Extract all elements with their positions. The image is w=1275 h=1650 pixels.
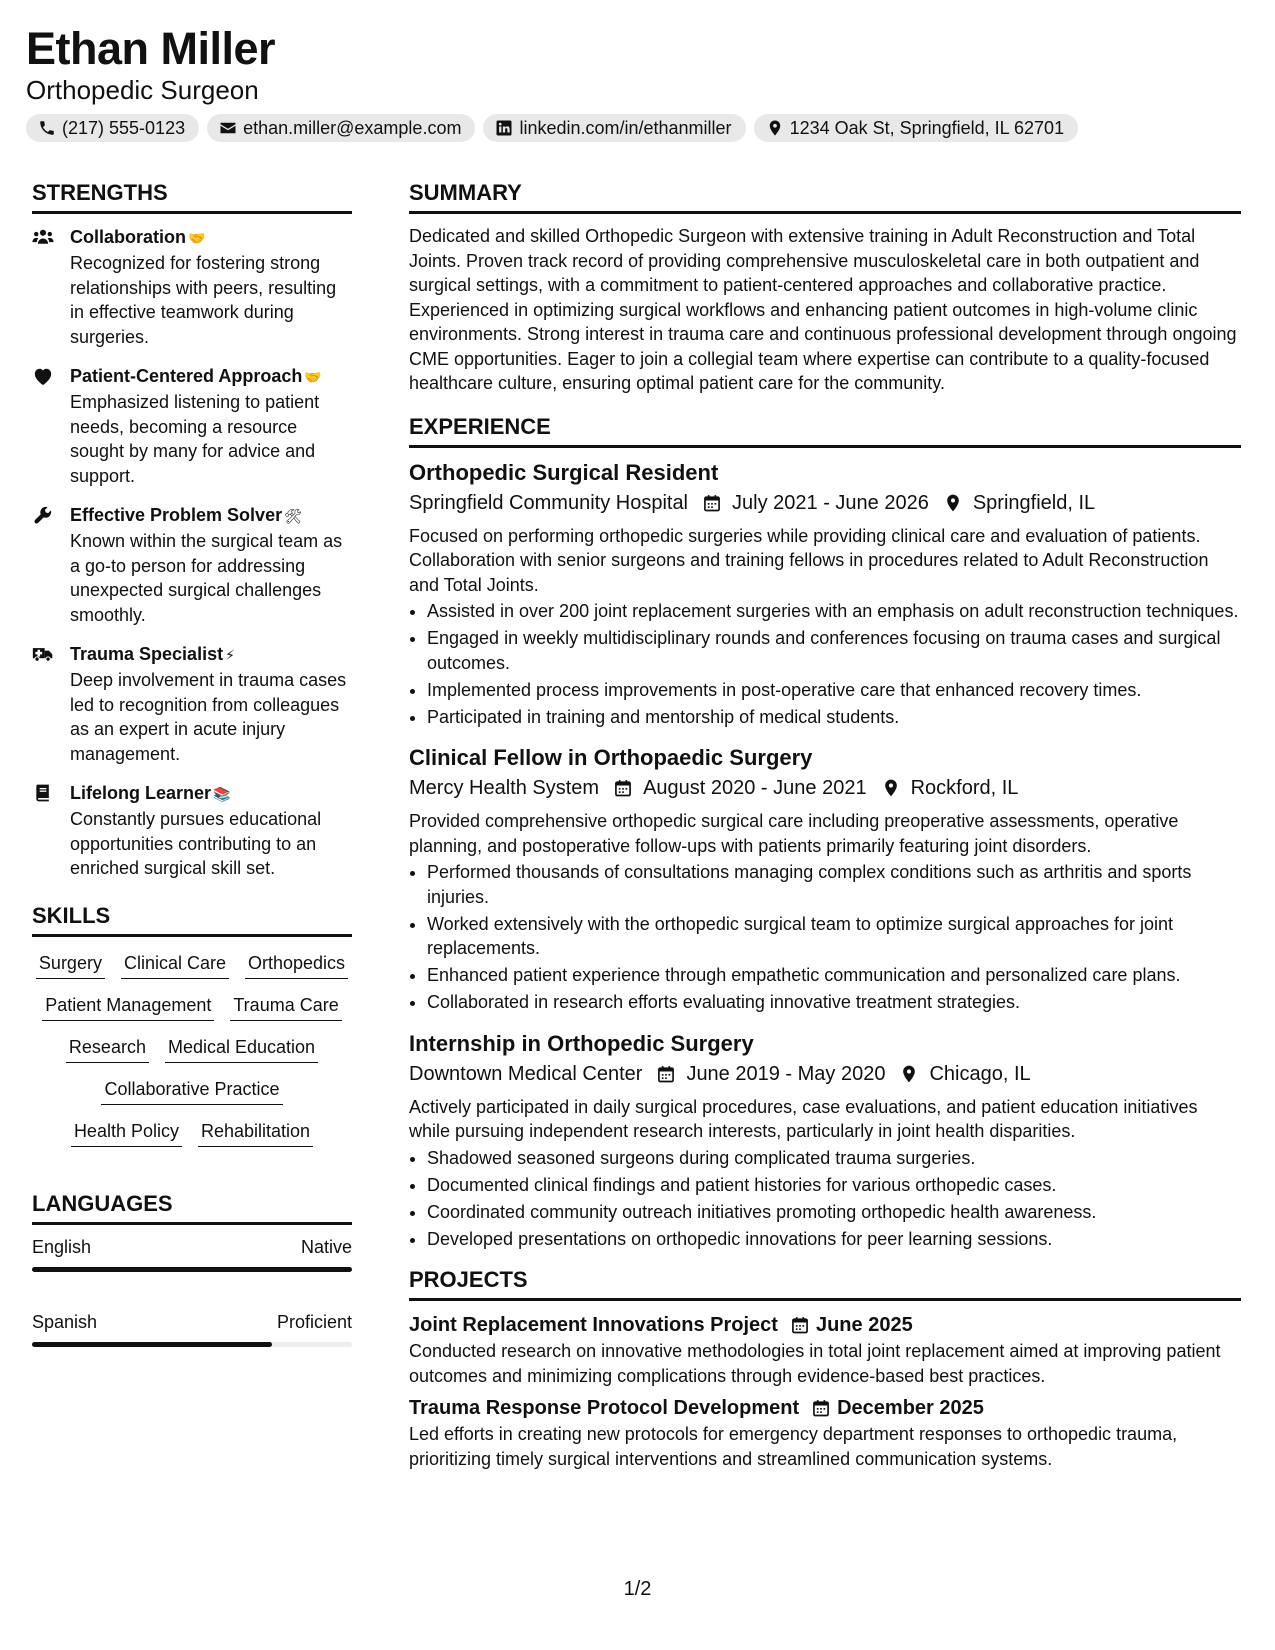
- linkedin-icon: [495, 119, 513, 137]
- projects-heading: PROJECTS: [409, 1265, 1241, 1301]
- strength-title: Collaboration: [70, 227, 186, 247]
- strength-item: [32, 641, 352, 766]
- map-pin-icon: [881, 778, 901, 798]
- skill-tag: Patient Management: [42, 993, 214, 1021]
- project-title: Joint Replacement Innovations Project: [409, 1314, 778, 1336]
- project-description: Conducted research on innovative methodologies in total joint replacement aimed at improving patient outcomes and minimizing complications through evidence-based best practices.: [409, 1341, 1221, 1386]
- contact-phone-text: (217) 555-0123: [62, 117, 186, 138]
- language-level: Native: [300, 1236, 352, 1257]
- skill-tag: Clinical Care: [121, 951, 229, 979]
- job-bullets: [409, 1146, 1241, 1252]
- contact-bar: [26, 114, 1078, 142]
- job-dates: June 2019 - May 2020: [686, 1062, 886, 1085]
- skill-tag: Health Policy: [71, 1119, 182, 1147]
- calendar-icon: [702, 493, 722, 513]
- strength-desc: Known within the surgical team as a go-to person for addressing unexpected surgical challenges smoothly.: [70, 531, 343, 625]
- strength-item: [32, 502, 352, 627]
- job-bullet: • Performed thousands of consultations managing complex conditions such as arthritis and sports injuries.: [427, 860, 1241, 909]
- candidate-name: Ethan Miller: [26, 23, 276, 74]
- strengths-heading: STRENGTHS: [32, 178, 352, 214]
- strength-desc: Constantly pursues educational opportunities contributing to an enriched surgical skill set.: [70, 809, 322, 878]
- contact-email[interactable]: [207, 114, 475, 142]
- language-level: Proficient: [276, 1311, 352, 1332]
- skill-tag: Collaborative Practice: [101, 1077, 282, 1105]
- job-org: Springfield Community Hospital: [409, 491, 689, 514]
- candidate-title: Orthopedic Surgeon: [26, 75, 259, 105]
- job-bullet: • Implemented process improvements in post-operative care that enhanced recovery times.: [427, 678, 1241, 703]
- skill-tag: Research: [66, 1035, 149, 1063]
- job-bullet: • Participated in training and mentorship of medical students.: [427, 705, 1241, 730]
- job-bullet: • Worked extensively with the orthopedic surgical team to optimize surgical approaches for joint replacements.: [427, 912, 1241, 961]
- job-bullets: [409, 599, 1241, 729]
- job-title: Clinical Fellow in Orthopaedic Surgery: [409, 745, 813, 770]
- job-bullet: • Engaged in weekly multidisciplinary rounds and conferences focusing on trauma cases and surgical outcomes.: [427, 626, 1241, 675]
- contact-address-text: 1234 Oak St, Springfield, IL 62701: [789, 117, 1065, 138]
- calendar-icon: [811, 1398, 831, 1418]
- skills-heading: SKILLS: [32, 901, 352, 937]
- strength-title: Effective Problem Solver: [70, 505, 283, 525]
- job-bullet: • Developed presentations on orthopedic innovations for peer learning sessions.: [427, 1227, 1241, 1252]
- job-description: Focused on performing orthopedic surgeries while providing clinical care and evaluation of patients. Collaboration with senior surgeons and training fellows in procedures related to Adult Reconstruction and Total Joints.: [409, 525, 1209, 595]
- job-bullet: • Shadowed seasoned surgeons during complicated trauma surgeries.: [427, 1146, 1241, 1171]
- contact-address[interactable]: [754, 114, 1079, 142]
- strength-desc: Deep involvement in trauma cases led to recognition from colleagues as an expert in acute injury management.: [70, 670, 347, 764]
- skill-tag: Medical Education: [165, 1035, 318, 1063]
- language-proficiency-fill: [32, 1267, 352, 1272]
- job-dates: July 2021 - June 2026: [732, 491, 929, 514]
- strength-title: Patient-Centered Approach: [70, 366, 303, 386]
- project-entry: [409, 1394, 1241, 1471]
- users-icon: [32, 227, 54, 247]
- heart-icon: [32, 366, 54, 386]
- strength-emoji: 🤝: [188, 230, 206, 246]
- ambulance-icon: [32, 644, 54, 664]
- calendar-icon: [656, 1064, 676, 1084]
- project-entry: [409, 1311, 1241, 1388]
- contact-email-text: ethan.miller@example.com: [243, 117, 462, 138]
- strength-item: [32, 363, 352, 488]
- strength-emoji: 📚: [213, 786, 231, 802]
- calendar-icon: [613, 778, 633, 798]
- strength-item: [32, 224, 352, 349]
- strength-title: Trauma Specialist: [70, 644, 224, 664]
- languages-heading: LANGUAGES: [32, 1189, 352, 1225]
- strength-emoji: ⚡: [225, 647, 235, 663]
- summary-heading: SUMMARY: [409, 178, 1241, 214]
- job-bullet: • Collaborated in research efforts evaluating innovative treatment strategies.: [427, 990, 1241, 1015]
- right-column: [409, 178, 1241, 1477]
- book-icon: [32, 783, 54, 803]
- strength-emoji: 🤝: [304, 369, 322, 385]
- job-bullet: • Coordinated community outreach initiatives promoting orthopedic health awareness.: [427, 1200, 1241, 1225]
- job-org: Mercy Health System: [409, 777, 600, 799]
- strength-emoji: 🛠: [284, 508, 302, 524]
- left-column: [32, 178, 352, 1347]
- job-entry: [409, 458, 1241, 730]
- phone-icon: [38, 119, 56, 137]
- page-number: 1/2: [623, 1578, 652, 1600]
- language-name: Spanish: [32, 1311, 98, 1332]
- wrench-icon: [32, 505, 54, 525]
- strength-item: [32, 780, 352, 881]
- job-title: Internship in Orthopedic Surgery: [409, 1030, 754, 1056]
- language-name: English: [32, 1236, 92, 1257]
- envelope-icon: [219, 119, 237, 137]
- job-org: Downtown Medical Center: [409, 1062, 643, 1085]
- map-pin-icon: [943, 493, 963, 513]
- experience-heading: EXPERIENCE: [409, 412, 1241, 448]
- job-description: Actively participated in daily surgical procedures, case evaluations, and patient education initiatives while pursuing independent research interests, particularly in joint health disparities.: [409, 1096, 1198, 1141]
- calendar-icon: [790, 1315, 810, 1335]
- job-location: Springfield, IL: [972, 491, 1096, 514]
- skill-tag: Rehabilitation: [198, 1119, 313, 1147]
- map-pin-icon: [766, 119, 784, 137]
- skill-tag: Orthopedics: [245, 951, 348, 979]
- skills-list: [32, 947, 352, 1147]
- job-bullet: • Documented clinical findings and patient histories for various orthopedic cases.: [427, 1173, 1241, 1198]
- skill-tag: Trauma Care: [230, 993, 341, 1021]
- job-title: Orthopedic Surgical Resident: [409, 459, 719, 485]
- skill-tag: Surgery: [36, 951, 105, 979]
- contact-phone[interactable]: [26, 114, 199, 142]
- project-date: December 2025: [837, 1397, 984, 1419]
- job-bullet: • Enhanced patient experience through empathetic communication and personalized care plans.: [427, 963, 1241, 988]
- job-dates: August 2020 - June 2021: [643, 777, 867, 799]
- contact-linkedin-text: linkedin.com/in/ethanmiller: [519, 117, 732, 138]
- project-date: June 2025: [815, 1314, 913, 1336]
- project-description: Led efforts in creating new protocols for emergency department responses to orthopedic trauma, prioritizing timely surgical interventions and streamlined communication systems.: [409, 1424, 1178, 1469]
- language-proficiency-bar: [32, 1342, 352, 1347]
- job-bullets: [409, 860, 1241, 1015]
- contact-linkedin[interactable]: [483, 114, 745, 142]
- language-proficiency-fill: [32, 1342, 272, 1347]
- job-entry: [409, 743, 1241, 1015]
- job-location: Rockford, IL: [910, 777, 1019, 799]
- strength-desc: Emphasized listening to patient needs, becoming a resource sought by many for advice and support.: [70, 392, 320, 486]
- map-pin-icon: [899, 1064, 919, 1084]
- job-bullet: • Assisted in over 200 joint replacement surgeries with an emphasis on adult reconstruction techniques.: [427, 599, 1241, 624]
- job-location: Chicago, IL: [929, 1062, 1031, 1085]
- strength-desc: Recognized for fostering strong relationships with peers, resulting in effective teamwork during surgeries.: [70, 253, 337, 347]
- job-description: Provided comprehensive orthopedic surgical care including preoperative assessments, operative planning, and postoperative follow-ups with patients primarily featuring joint disorders.: [409, 811, 1179, 856]
- job-entry: [409, 1029, 1241, 1252]
- project-title: Trauma Response Protocol Development: [409, 1397, 800, 1419]
- languages-list: [32, 1235, 352, 1347]
- summary-text: Dedicated and skilled Orthopedic Surgeon with extensive training in Adult Reconstruction and Total Joints. Proven track record of providing comprehensive musculoskeletal care in both outpatient and surgical settings, with a commitment to patient-centered approaches and collaborative practice. Experienced in optimizing surgical workflows and enhancing patient outcomes in high-volume clinic environments. Strong interest in trauma care and continuous professional development through ongoing CME opportunities. Eager to join a collegial team where expertise can contribute to a quality-focused healthcare culture, ensuring optimal patient care for the community.: [409, 226, 1237, 393]
- strength-title: Lifelong Learner: [70, 783, 212, 803]
- language-proficiency-bar: [32, 1267, 352, 1272]
